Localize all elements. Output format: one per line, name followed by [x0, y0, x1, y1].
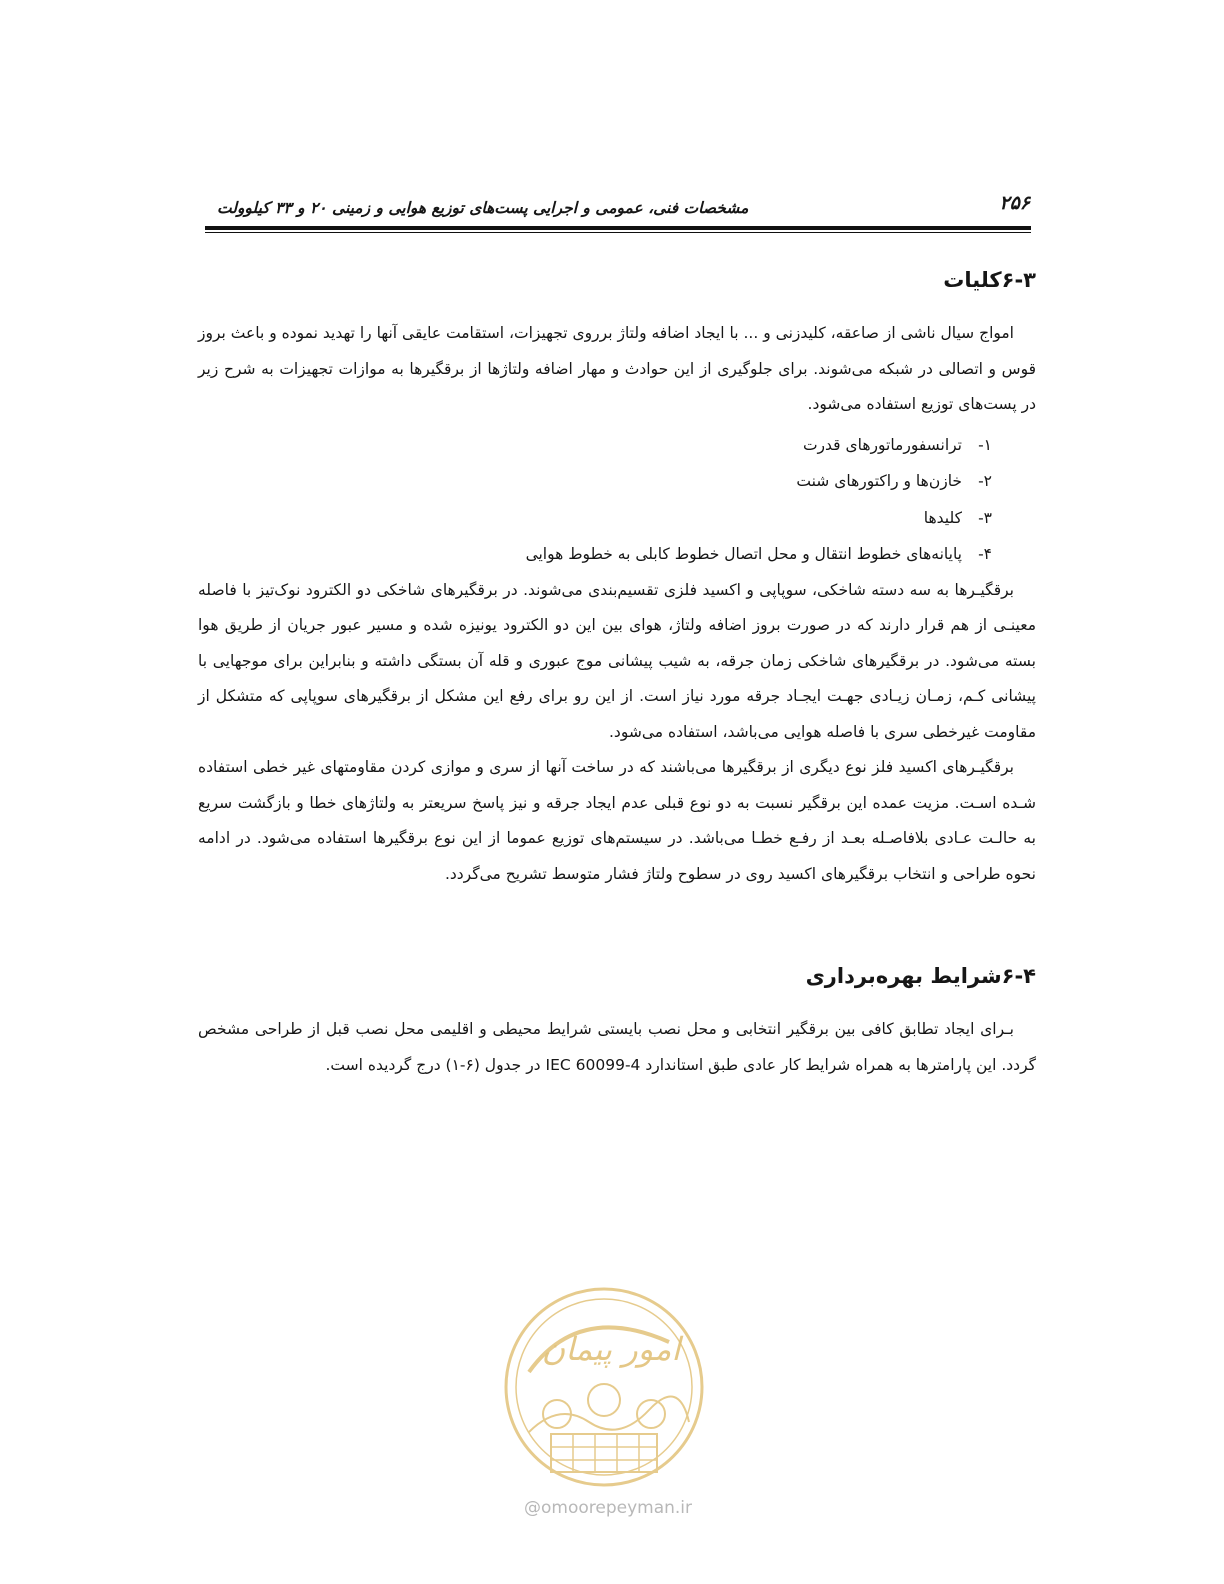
header-rule-thick — [205, 226, 1031, 230]
overview-intro-paragraph: امواج سیال ناشی از صاعقه، کلیدزنی و ... با ایجاد اضافه ولتاژ برروی تجهیزات، استقامت عایقی آنها را تهدید نموده و باعث بروز قوس و اتصالی در شبکه می‌شوند. برای جلوگیری از این حوادث و مهار اضافه ولتاژها از برقگیرها به موازات تجهیزات به شرح زیر در پست‌های توزیع استفاده می‌شود. — [198, 324, 1036, 413]
section-heading-operating-conditions: ۶-۴شرایط بهره‌برداری — [805, 964, 1036, 988]
list-item-text: ترانسفورماتورهای قدرت — [802, 435, 962, 454]
watermark-url: @omoorepeyman.ir — [523, 1498, 693, 1518]
list-item — [198, 500, 1036, 537]
page-header — [205, 192, 1030, 226]
page-body — [198, 258, 1036, 1083]
watermark-logo — [499, 1282, 709, 1492]
list-item — [198, 427, 1036, 464]
list-item — [198, 463, 1036, 500]
header-rule-thin — [205, 232, 1031, 233]
list-item-text: کلیدها — [923, 508, 962, 527]
arrester-types-paragraph: برقگیـرها به سه دسته شاخکی، سوپاپی و اکسید فلزی تقسیم‌بندی می‌شوند. در برقگیرهای شاخکی دو الکترود نوک‌تیز با فاصله معینـی از هم قرار دارند که در صورت بروز اضافه ولتاژ، هوای بین این دو الکترود یونیزه شده و مسیر عبور جریان از طریق هوا بسته می‌شود. در برقگیرهای شاخکی زمان جرقه، به شیب پیشانی موج عبوری و قله آن بستگی داشته و بنابراین برای موجهایی با پیشانی کـم، زمـان زیـادی جهـت ایجـاد جرقه مورد نیاز است. از این رو برای رفع این مشکل از برقگیرهای سوپاپی که متشکل از مقاومت غیرخطی سری با فاصله هوایی می‌باشد، استفاده می‌شود. — [198, 580, 1036, 741]
metal-oxide-paragraph: برقگیـرهای اکسید فلز نوع دیگری از برقگیرها می‌باشند که در ساخت آنها از سری و موازی کردن مقاومتهای غیر خطی استفاده شـده اسـت. مزیت عمده این برقگیر نسبت به دو نوع قبلی عدم ایجاد جرقه و نیز پاسخ سریعتر به ولتاژهای خطا و بازگشت سریع به حالـت عـادی بلافاصـله بعـد از رفـع خطـا می‌باشد. در سیستم‌های توزیع عموما از این نوع برقگیرها استفاده می‌شود. در ادامه نحوه طراحی و انتخاب برقگیرهای اکسید روی در سطوح ولتاژ فشار متوسط تشریح می‌گردد. — [198, 758, 1036, 883]
list-item — [198, 536, 1036, 573]
running-title: مشخصات فنی، عمومی و اجرایی پست‌های توزیع هوایی و زمینی ۲۰ و ۳۳ کیلوولت — [217, 198, 749, 217]
list-item-text: پایانه‌های خطوط انتقال و محل اتصال خطوط کابلی به خطوط هوایی — [525, 545, 962, 563]
list-item-number: ۱- — [978, 435, 992, 454]
page-number: ۲۵۶ — [999, 192, 1030, 214]
list-item-text: خازن‌ها و راکتورهای شنت — [796, 472, 962, 490]
watermark-logo-text: امور پیمان — [541, 1330, 681, 1368]
equipment-list — [198, 427, 1036, 573]
operating-conditions-paragraph: بـرای ایجاد تطابق کافی بین برقگیر انتخابی و محل نصب بایستی شرایط محیطی و اقلیمی محل نصب قبل از طراحی مشخص گردد. این پارامترها به همراه شرایط کار عادی طبق استاندارد IEC 60099-4 در جدول (۶-۱) درج گردیده است. — [198, 1020, 1036, 1074]
list-item-number: ۴- — [978, 545, 992, 563]
section-heading-overview: ۶-۳کلیات — [943, 268, 1036, 292]
list-item-number: ۳- — [978, 508, 992, 527]
list-item-number: ۲- — [978, 472, 992, 490]
